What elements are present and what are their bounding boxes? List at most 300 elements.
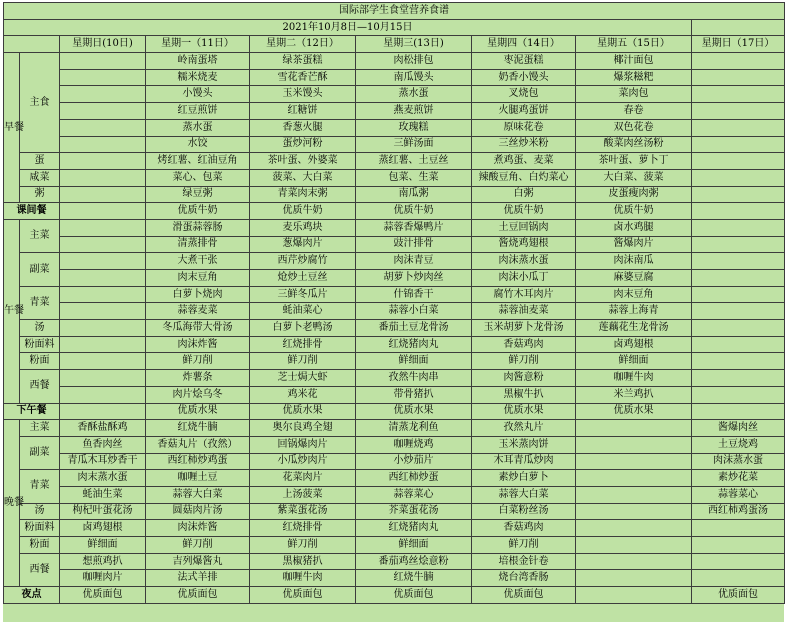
category-label: 西餐	[20, 370, 60, 403]
menu-cell: 优质牛奶	[146, 203, 250, 220]
menu-cell: 蒜蓉菜心	[692, 486, 785, 503]
menu-cell: 肉末豆角	[576, 286, 692, 303]
menu-cell	[692, 86, 785, 103]
menu-cell: 小炒茄片	[356, 453, 472, 470]
day-header: 星期日（17日）	[692, 36, 785, 53]
menu-cell: 叉烧包	[472, 86, 576, 103]
menu-cell: 火腿鸡蛋饼	[472, 103, 576, 120]
menu-cell	[576, 470, 692, 487]
menu-cell	[692, 386, 785, 403]
menu-cell: 红烧猪肉丸	[356, 336, 472, 353]
menu-cell: 蒸红薯、土豆丝	[356, 153, 472, 170]
menu-cell: 香酥盐酥鸡	[60, 420, 146, 437]
menu-cell: 优质水果	[472, 403, 576, 420]
menu-row	[4, 570, 785, 587]
menu-cell	[576, 420, 692, 437]
menu-cell: 麻婆豆腐	[576, 270, 692, 287]
menu-cell: 燕麦煎饼	[356, 103, 472, 120]
menu-row	[4, 486, 785, 503]
menu-cell: 鲜细面	[356, 353, 472, 370]
menu-row	[4, 537, 785, 554]
menu-cell: 滑蛋蒜蓉肠	[146, 219, 250, 236]
menu-cell: 蒸水蛋	[146, 119, 250, 136]
menu-cell	[576, 453, 692, 470]
menu-cell	[60, 270, 146, 287]
menu-cell: 糯米烧麦	[146, 69, 250, 86]
menu-cell: 葱爆肉片	[250, 236, 356, 253]
menu-cell: 包菜、生菜	[356, 169, 472, 186]
menu-cell: 咖喱牛肉	[576, 370, 692, 387]
menu-cell: 白萝卜老鸭汤	[250, 320, 356, 337]
menu-row	[4, 69, 785, 86]
menu-cell: 南瓜馒头	[356, 69, 472, 86]
menu-cell: 双色花卷	[576, 119, 692, 136]
menu-cell: 木耳青瓜炒肉	[472, 453, 576, 470]
menu-cell: 茶叶蛋、外婆菜	[250, 153, 356, 170]
category-label: 粉面料	[20, 336, 60, 353]
menu-cell: 麦乐鸡块	[250, 219, 356, 236]
menu-cell: 红烧猪肉丸	[356, 520, 472, 537]
menu-cell: 优质水果	[356, 403, 472, 420]
menu-cell: 西芹炒腐竹	[250, 253, 356, 270]
menu-cell: 香葱火腿	[250, 119, 356, 136]
menu-cell: 雪花香芒酥	[250, 69, 356, 86]
menu-cell: 奶香小馒头	[472, 69, 576, 86]
menu-cell: 优质面包	[356, 587, 472, 604]
menu-row	[4, 436, 785, 453]
menu-cell	[692, 553, 785, 570]
menu-cell: 优质水果	[576, 403, 692, 420]
menu-sheet	[3, 2, 784, 622]
menu-cell: 咖喱烧鸡	[356, 436, 472, 453]
menu-cell	[576, 570, 692, 587]
menu-cell: 鲜刀削	[250, 353, 356, 370]
menu-cell	[692, 336, 785, 353]
menu-cell: 鲜刀削	[146, 537, 250, 554]
category-label: 主菜	[20, 219, 60, 252]
menu-cell: 酸菜肉丝汤粉	[576, 136, 692, 153]
menu-cell	[60, 386, 146, 403]
menu-cell	[576, 587, 692, 604]
menu-cell: 蛋炒河粉	[250, 136, 356, 153]
cat-pickle: 咸菜	[20, 169, 60, 186]
menu-row	[4, 336, 785, 353]
menu-cell: 番茄鸡丝烩意粉	[356, 553, 472, 570]
menu-row	[4, 103, 785, 120]
menu-cell: 优质面包	[146, 587, 250, 604]
menu-cell	[60, 86, 146, 103]
menu-cell: 优质水果	[250, 403, 356, 420]
menu-cell: 卤鸡翅根	[60, 520, 146, 537]
menu-cell: 酱爆肉丝	[692, 420, 785, 437]
menu-cell: 红烧排骨	[250, 336, 356, 353]
menu-cell	[576, 520, 692, 537]
menu-cell	[692, 286, 785, 303]
menu-cell: 红烧排骨	[250, 520, 356, 537]
menu-row	[4, 119, 785, 136]
menu-cell: 法式羊排	[146, 570, 250, 587]
menu-cell: 烤红薯、红油豆角	[146, 153, 250, 170]
menu-cell: 肉沫南瓜	[576, 253, 692, 270]
menu-cell: 孜然牛肉串	[356, 370, 472, 387]
menu-row	[4, 470, 785, 487]
menu-row	[4, 186, 785, 203]
menu-cell: 莲藕花生龙骨汤	[576, 320, 692, 337]
category-label: 青菜	[20, 470, 60, 503]
menu-cell: 肉沫炸酱	[146, 336, 250, 353]
menu-cell: 香菇鸡肉	[472, 336, 576, 353]
menu-cell: 西红柿炒鸡蛋	[146, 453, 250, 470]
menu-cell: 红糖饼	[250, 103, 356, 120]
menu-cell	[692, 186, 785, 203]
menu-cell	[60, 169, 146, 186]
day-header: 星期二（12日）	[250, 36, 356, 53]
meal-label-snack-am: 课间餐	[4, 203, 60, 220]
menu-cell	[692, 219, 785, 236]
menu-cell: 蒜蓉上海青	[576, 303, 692, 320]
menu-cell: 咖喱肉片	[60, 570, 146, 587]
menu-cell: 蒜蓉小白菜	[356, 303, 472, 320]
menu-cell	[692, 370, 785, 387]
menu-row	[4, 420, 785, 437]
menu-cell	[60, 186, 146, 203]
menu-cell	[692, 403, 785, 420]
day-header-row	[4, 36, 785, 53]
cat-egg: 蛋	[20, 153, 60, 170]
menu-cell: 菜心、包菜	[146, 169, 250, 186]
menu-cell	[60, 253, 146, 270]
menu-row	[4, 453, 785, 470]
category-label: 副菜	[20, 253, 60, 286]
menu-cell: 清蒸排骨	[146, 236, 250, 253]
menu-row	[4, 153, 785, 170]
menu-cell: 大白菜、菠菜	[576, 169, 692, 186]
meal-label-night: 夜点	[4, 587, 60, 604]
menu-cell	[576, 436, 692, 453]
menu-cell: 芥菜蛋花汤	[356, 503, 472, 520]
menu-cell	[60, 303, 146, 320]
meal-label-breakfast: 早餐	[4, 53, 20, 203]
menu-cell: 酱烧鸡翅根	[472, 236, 576, 253]
menu-cell: 肉沫蒸水蛋	[472, 253, 576, 270]
menu-cell: 春卷	[576, 103, 692, 120]
menu-cell: 蒜蓉大白菜	[472, 486, 576, 503]
menu-row	[4, 587, 785, 604]
menu-cell: 腐竹木耳肉片	[472, 286, 576, 303]
menu-cell: 蒜蓉麦菜	[146, 303, 250, 320]
menu-cell: 素炒花菜	[692, 470, 785, 487]
menu-cell	[692, 69, 785, 86]
menu-cell	[60, 69, 146, 86]
menu-row	[4, 553, 785, 570]
day-header: 星期三(13日)	[356, 36, 472, 53]
menu-cell	[60, 203, 146, 220]
menu-cell: 香菇丸片（孜然）	[146, 436, 250, 453]
menu-cell	[692, 153, 785, 170]
menu-cell	[60, 103, 146, 120]
menu-cell: 带骨猪扒	[356, 386, 472, 403]
menu-cell: 玉米胡萝卜龙骨汤	[472, 320, 576, 337]
menu-row	[4, 503, 785, 520]
menu-cell: 煮鸡蛋、麦菜	[472, 153, 576, 170]
menu-row	[4, 169, 785, 186]
menu-cell: 蒜蓉大白菜	[146, 486, 250, 503]
category-label: 西餐	[20, 553, 60, 586]
menu-cell: 鲜刀削	[250, 537, 356, 554]
menu-cell: 豉汁排骨	[356, 236, 472, 253]
menu-cell: 优质牛奶	[356, 203, 472, 220]
menu-cell: 南瓜粥	[356, 186, 472, 203]
category-label: 主菜	[20, 420, 60, 437]
menu-cell: 卤鸡翅根	[576, 336, 692, 353]
menu-row	[4, 320, 785, 337]
cat-staple: 主食	[20, 53, 60, 153]
menu-cell: 蚝油菜心	[250, 303, 356, 320]
menu-cell	[576, 537, 692, 554]
menu-cell	[60, 53, 146, 70]
menu-cell: 吉列爆酱丸	[146, 553, 250, 570]
menu-cell: 优质水果	[146, 403, 250, 420]
menu-cell: 蚝油生菜	[60, 486, 146, 503]
menu-cell: 土豆烧鸡	[692, 436, 785, 453]
menu-cell: 红烧牛腩	[356, 570, 472, 587]
menu-cell: 上汤菠菜	[250, 486, 356, 503]
menu-cell: 培根金针卷	[472, 553, 576, 570]
category-label: 粉面	[20, 537, 60, 554]
menu-cell	[692, 537, 785, 554]
menu-cell: 蒜蓉油麦菜	[472, 303, 576, 320]
menu-cell: 原味花卷	[472, 119, 576, 136]
menu-cell: 红烧牛腩	[146, 420, 250, 437]
menu-cell	[576, 553, 692, 570]
menu-row	[4, 386, 785, 403]
menu-cell: 素炒白萝卜	[472, 470, 576, 487]
menu-cell: 鲜细面	[60, 537, 146, 554]
menu-cell	[692, 253, 785, 270]
menu-cell: 肉沫蒸水蛋	[692, 453, 785, 470]
menu-cell	[60, 403, 146, 420]
menu-cell: 青瓜木耳炒香干	[60, 453, 146, 470]
category-label: 副菜	[20, 436, 60, 469]
menu-cell	[692, 520, 785, 537]
menu-cell: 鲜刀削	[472, 537, 576, 554]
menu-cell: 胡萝卜炒肉丝	[356, 270, 472, 287]
menu-body	[4, 3, 785, 604]
menu-cell	[576, 503, 692, 520]
menu-cell: 小瓜炒肉片	[250, 453, 356, 470]
menu-cell: 红豆煎饼	[146, 103, 250, 120]
menu-cell: 炸薯条	[146, 370, 250, 387]
menu-row	[4, 219, 785, 236]
menu-row	[4, 270, 785, 287]
menu-cell: 清蒸龙利鱼	[356, 420, 472, 437]
menu-row	[4, 520, 785, 537]
menu-cell	[692, 320, 785, 337]
day-header: 星期日(10日)	[60, 36, 146, 53]
day-header: 星期一（11日）	[146, 36, 250, 53]
cat-porridge: 粥	[20, 186, 60, 203]
menu-cell: 蒸水蛋	[356, 86, 472, 103]
menu-cell	[60, 320, 146, 337]
menu-cell: 优质牛奶	[472, 203, 576, 220]
menu-cell: 优质面包	[692, 587, 785, 604]
menu-cell: 优质牛奶	[250, 203, 356, 220]
menu-cell	[692, 236, 785, 253]
menu-cell: 玉米蒸肉饼	[472, 436, 576, 453]
menu-cell	[692, 119, 785, 136]
menu-cell: 鲜细面	[576, 353, 692, 370]
menu-cell: 枣泥蛋糕	[472, 53, 576, 70]
menu-cell: 玉米馒头	[250, 86, 356, 103]
menu-cell	[692, 169, 785, 186]
menu-cell: 黑椒牛扒	[472, 386, 576, 403]
menu-cell: 西红柿炒蛋	[356, 470, 472, 487]
date-range: 2021年10月8日—10月15日	[4, 19, 692, 36]
menu-cell: 绿豆粥	[146, 186, 250, 203]
menu-cell: 紫菜蛋花汤	[250, 503, 356, 520]
menu-cell: 卤水鸡腿	[576, 219, 692, 236]
menu-cell: 小馒头	[146, 86, 250, 103]
menu-cell: 椰汁面包	[576, 53, 692, 70]
menu-cell: 鲜刀削	[472, 353, 576, 370]
menu-cell	[692, 136, 785, 153]
menu-cell	[692, 353, 785, 370]
menu-cell: 肉末豆角	[146, 270, 250, 287]
menu-cell: 水饺	[146, 136, 250, 153]
menu-cell: 蒜蓉香爆鸭片	[356, 219, 472, 236]
menu-cell	[692, 570, 785, 587]
menu-cell: 芝士焗大虾	[250, 370, 356, 387]
menu-cell: 白粥	[472, 186, 576, 203]
menu-cell	[60, 136, 146, 153]
menu-cell: 米兰鸡扒	[576, 386, 692, 403]
menu-cell: 番茄土豆龙骨汤	[356, 320, 472, 337]
category-label: 汤	[20, 503, 60, 520]
menu-row	[4, 286, 785, 303]
menu-cell	[60, 119, 146, 136]
menu-cell: 肉片烩乌冬	[146, 386, 250, 403]
menu-table	[3, 2, 785, 604]
menu-cell: 辣酸豆角、白灼菜心	[472, 169, 576, 186]
menu-cell: 黑椒猪扒	[250, 553, 356, 570]
menu-cell: 优质牛奶	[576, 203, 692, 220]
menu-cell	[60, 286, 146, 303]
menu-cell: 烧台湾香肠	[472, 570, 576, 587]
menu-cell: 鸡米花	[250, 386, 356, 403]
menu-cell: 土豆回锅肉	[472, 219, 576, 236]
menu-cell: 茶叶蛋、萝卜丁	[576, 153, 692, 170]
menu-cell	[692, 103, 785, 120]
menu-cell: 鲜细面	[356, 537, 472, 554]
menu-cell: 肉沫炸酱	[146, 520, 250, 537]
menu-cell: 想煎鸡扒	[60, 553, 146, 570]
meal-label-lunch: 午餐	[4, 219, 20, 403]
menu-row	[4, 253, 785, 270]
menu-cell: 酱爆肉片	[576, 236, 692, 253]
menu-cell: 肉沫青豆	[356, 253, 472, 270]
menu-cell	[692, 203, 785, 220]
menu-cell: 三鲜汤面	[356, 136, 472, 153]
menu-cell	[60, 219, 146, 236]
menu-cell: 菠菜、大白菜	[250, 169, 356, 186]
meal-label-dinner: 晚餐	[4, 420, 20, 587]
menu-row	[4, 370, 785, 387]
menu-cell: 什锦香干	[356, 286, 472, 303]
menu-cell: 优质面包	[472, 587, 576, 604]
menu-cell: 奥尔良鸡全翅	[250, 420, 356, 437]
menu-row	[4, 136, 785, 153]
category-label: 青菜	[20, 286, 60, 319]
menu-cell	[576, 486, 692, 503]
menu-cell	[692, 270, 785, 287]
menu-cell: 蒜蓉菜心	[356, 486, 472, 503]
menu-cell: 三丝炒米粉	[472, 136, 576, 153]
menu-cell: 炝炒土豆丝	[250, 270, 356, 287]
menu-cell: 绿茶蛋糕	[250, 53, 356, 70]
menu-cell: 肉沫小瓜丁	[472, 270, 576, 287]
menu-cell: 大煮干张	[146, 253, 250, 270]
menu-cell: 优质面包	[250, 587, 356, 604]
menu-cell: 玫瑰糕	[356, 119, 472, 136]
menu-cell: 香菇鸡肉	[472, 520, 576, 537]
menu-cell: 鲜刀削	[146, 353, 250, 370]
category-label: 粉面	[20, 353, 60, 370]
menu-row	[4, 203, 785, 220]
menu-cell	[60, 353, 146, 370]
page-title: 国际部学生食堂营养食谱	[4, 3, 785, 20]
menu-cell: 菜肉包	[576, 86, 692, 103]
menu-cell: 岭南蛋塔	[146, 53, 250, 70]
day-header: 星期五（15日）	[576, 36, 692, 53]
category-label: 粉面料	[20, 520, 60, 537]
menu-cell: 冬瓜海带大骨汤	[146, 320, 250, 337]
menu-cell: 圆菇肉片汤	[146, 503, 250, 520]
menu-cell: 回锅爆肉片	[250, 436, 356, 453]
menu-cell: 白菜粉丝汤	[472, 503, 576, 520]
menu-cell: 肉末蒸水蛋	[60, 470, 146, 487]
meal-label-snack-pm: 下午餐	[4, 403, 60, 420]
menu-cell: 枸杞叶蛋花汤	[60, 503, 146, 520]
category-label: 汤	[20, 320, 60, 337]
corner-cell	[4, 36, 60, 53]
menu-cell: 青菜肉末粥	[250, 186, 356, 203]
menu-cell: 优质面包	[60, 587, 146, 604]
menu-cell	[60, 236, 146, 253]
menu-cell: 爆浆糍粑	[576, 69, 692, 86]
menu-cell: 咖喱土豆	[146, 470, 250, 487]
menu-cell: 皮蛋瘦肉粥	[576, 186, 692, 203]
menu-row	[4, 303, 785, 320]
menu-cell: 花菜肉片	[250, 470, 356, 487]
menu-cell: 咖喱牛肉	[250, 570, 356, 587]
menu-cell: 三鲜冬瓜片	[250, 286, 356, 303]
menu-cell: 西红柿鸡蛋汤	[692, 503, 785, 520]
menu-cell: 肉酱意粉	[472, 370, 576, 387]
menu-cell: 肉松排包	[356, 53, 472, 70]
menu-cell	[692, 53, 785, 70]
menu-cell	[60, 153, 146, 170]
date-range-blank	[692, 19, 785, 36]
menu-row	[4, 236, 785, 253]
menu-row	[4, 403, 785, 420]
menu-row	[4, 86, 785, 103]
menu-cell: 孜然丸片	[472, 420, 576, 437]
menu-row	[4, 53, 785, 70]
day-header: 星期四（14日）	[472, 36, 576, 53]
menu-cell	[60, 336, 146, 353]
menu-row	[4, 353, 785, 370]
menu-cell: 鱼香肉丝	[60, 436, 146, 453]
